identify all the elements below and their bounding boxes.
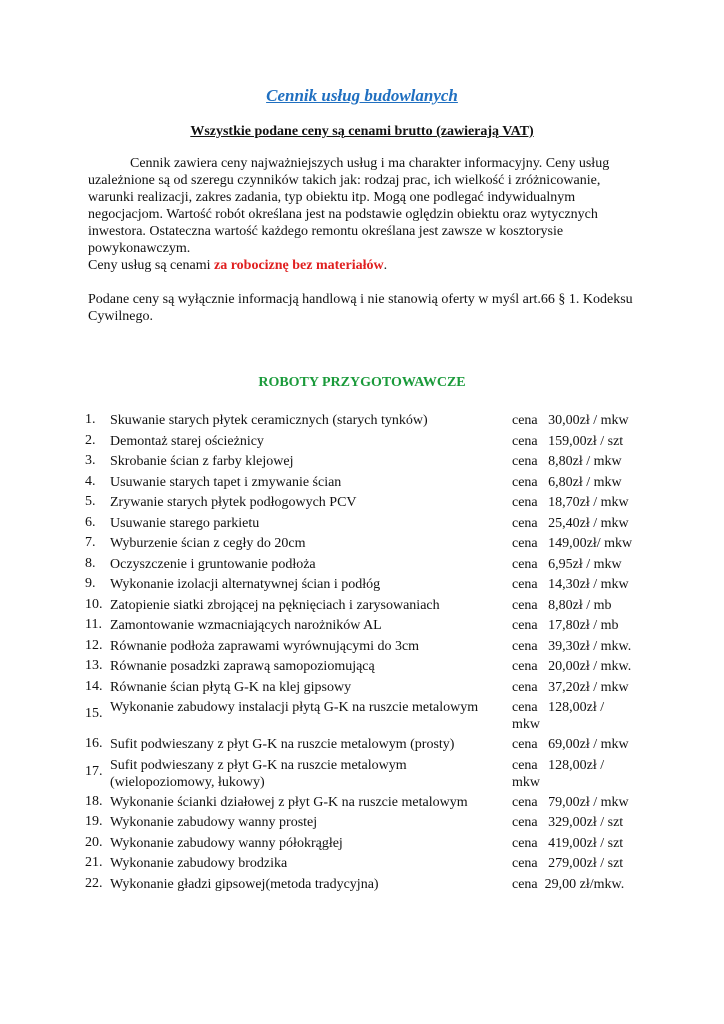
item-price: cena 37,20zł / mkw <box>512 679 629 695</box>
item-number: 4. <box>85 473 96 489</box>
item-price: cena 20,00zł / mkw. <box>512 659 632 674</box>
item-price: cena 17,80zł / mb <box>512 618 619 633</box>
item-description: Zrywanie starych płytek podłogowych PCV <box>110 495 357 510</box>
list-item <box>85 431 645 452</box>
list-item <box>85 853 645 874</box>
item-description: Skrobanie ścian z farby klejowej <box>110 454 294 469</box>
item-number: 1. <box>85 412 96 427</box>
item-price: cena 128,00zł / mkw <box>512 700 605 732</box>
list-item <box>85 812 645 833</box>
labor-note-highlight: za robociznę bez materiałów <box>213 258 384 273</box>
list-item <box>85 656 645 677</box>
item-price: cena 8,80zł / mkw <box>512 454 622 469</box>
item-price: cena 128,00zł / mkw <box>512 757 605 790</box>
list-item <box>85 574 645 595</box>
list-item <box>85 554 645 575</box>
item-description: Oczyszczenie i gruntowanie podłoża <box>110 556 316 572</box>
item-price: cena 18,70zł / mkw <box>512 495 629 510</box>
page-title: Cennik usług budowlanych <box>266 86 458 105</box>
item-number: 17. <box>85 763 103 779</box>
list-item <box>85 513 645 534</box>
item-number: 13. <box>85 658 103 673</box>
item-number: 21. <box>85 855 103 870</box>
item-description: Wykonanie gładzi gipsowej(metoda tradycyjna) <box>110 876 379 892</box>
item-price: cena 419,00zł / szt <box>512 835 624 851</box>
list-item <box>85 636 645 657</box>
item-description: Wykonanie ścianki działowej z płyt G-K na ruszcie metalowym <box>110 794 468 810</box>
item-description: Wyburzenie ścian z cegły do 20cm <box>110 536 306 551</box>
item-description: Równanie podłoża zaprawami wyrównującymi do 3cm <box>110 638 420 654</box>
item-number: 16. <box>85 736 103 751</box>
item-number: 11. <box>85 617 102 632</box>
item-price: cena 69,00zł / mkw <box>512 737 629 752</box>
item-number: 15. <box>85 706 103 721</box>
item-description: Zamontowanie wzmacniających narożników AL <box>110 618 382 633</box>
item-number: 18. <box>85 793 103 809</box>
item-number: 7. <box>85 535 96 550</box>
vat-notice: Wszystkie podane ceny są cenami brutto (zawierają VAT) <box>190 124 534 139</box>
labor-note-prefix: Ceny usług są cenami <box>88 258 214 273</box>
item-price: cena 279,00zł / szt <box>512 856 624 871</box>
list-item <box>85 492 645 513</box>
list-item <box>85 755 645 792</box>
item-description: Wykonanie zabudowy instalacji płytą G-K na ruszcie metalowym <box>110 700 479 715</box>
item-number: 14. <box>85 678 103 694</box>
labor-note <box>88 257 648 274</box>
labor-note-suffix: . <box>383 258 388 273</box>
item-number: 20. <box>85 834 103 850</box>
list-item <box>85 410 645 431</box>
item-number: 10. <box>85 596 103 612</box>
item-number: 6. <box>85 514 96 530</box>
item-number: 5. <box>85 494 96 509</box>
list-item <box>85 615 645 636</box>
item-description: Wykonanie zabudowy wanny półokrągłej <box>110 835 343 851</box>
item-description: Sufit podwieszany z płyt G-K na ruszcie metalowym (wielopoziomowy, łukowy) <box>110 757 407 790</box>
item-number: 19. <box>85 814 103 829</box>
item-description: Sufit podwieszany z płyt G-K na ruszcie metalowym (prosty) <box>110 737 455 752</box>
list-item <box>85 734 645 755</box>
disclaimer-paragraph: Podane ceny są wyłącznie informacją handlową i nie stanowią oferty w myśl art.66 § 1. Kodeksu Cywilnego. <box>88 292 633 324</box>
item-description: Zatopienie siatki zbrojącej na pęknięciach i zarysowaniach <box>110 597 440 613</box>
item-price: cena 14,30zł / mkw <box>512 577 629 592</box>
list-item <box>85 533 645 554</box>
item-price: cena 39,30zł / mkw. <box>512 638 632 654</box>
list-item <box>85 792 645 813</box>
item-description: Wykonanie zabudowy brodzika <box>110 856 288 871</box>
item-price: cena 29,00 zł/mkw. <box>512 876 625 892</box>
item-price: cena 329,00zł / szt <box>512 815 624 830</box>
item-price: cena 6,95zł / mkw <box>512 556 622 572</box>
item-description: Demontaż starej ościeżnicy <box>110 433 264 449</box>
list-item <box>85 697 645 734</box>
list-item <box>85 677 645 698</box>
list-item <box>85 874 645 895</box>
item-description: Usuwanie starego parkietu <box>110 515 260 531</box>
item-number: 2. <box>85 432 96 448</box>
item-price: cena 6,80zł / mkw <box>512 474 622 490</box>
item-price: cena 159,00zł / szt <box>512 433 624 449</box>
item-description: Równanie posadzki zaprawą samopoziomującą <box>110 659 375 674</box>
item-price: cena 30,00zł / mkw <box>512 413 629 428</box>
item-price: cena 25,40zł / mkw <box>512 515 629 531</box>
item-description: Usuwanie starych tapet i zmywanie ścian <box>110 474 342 490</box>
list-item <box>85 833 645 854</box>
item-description: Skuwanie starych płytek ceramicznych (starych tynków) <box>110 413 428 428</box>
list-item <box>85 595 645 616</box>
item-number: 12. <box>85 637 103 653</box>
section-heading: ROBOTY PRZYGOTOWAWCZE <box>258 375 466 390</box>
item-number: 3. <box>85 453 96 468</box>
item-price: cena 8,80zł / mb <box>512 597 612 613</box>
list-item <box>85 472 645 493</box>
item-number: 8. <box>85 555 96 571</box>
item-description: Wykonanie izolacji alternatywnej ścian i podłóg <box>110 577 381 592</box>
item-number: 9. <box>85 576 96 591</box>
item-price: cena 79,00zł / mkw <box>512 794 629 810</box>
item-description: Wykonanie zabudowy wanny prostej <box>110 815 318 830</box>
item-number: 22. <box>85 875 103 891</box>
intro-section <box>88 155 648 325</box>
list-item <box>85 451 645 472</box>
item-description: Równanie ścian płytą G-K na klej gipsowy <box>110 679 352 695</box>
service-list <box>85 410 645 894</box>
spacer <box>88 274 648 291</box>
item-price: cena 149,00zł/ mkw <box>512 536 633 551</box>
intro-paragraph: Cennik zawiera ceny najważniejszych usług i ma charakter informacyjny. Ceny usług uzależnione są od szeregu czynników takich jak: rodzaj prac, ich wielkość i zróżnicowanie, warunki realizacji, zakres zadania, typ obiektu itp. Mogą one podlegać indywidualnym negocjacjom. Wartość robót określana jest na podstawie oględzin obiektu oraz wytycznych inwestora. Ostateczna wartość każdego remontu określana jest zawsze w kosztorysie powykonawczym. <box>88 156 610 256</box>
